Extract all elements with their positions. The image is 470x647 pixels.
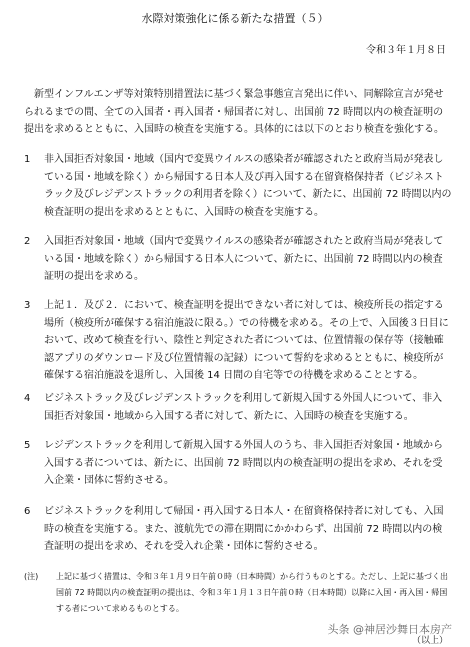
document-date: 令和３年１月８日 [366,45,446,56]
measure-item-1 [24,151,452,221]
measure-item-3 [24,297,452,385]
measure-item-4 [24,390,452,425]
item-number: 6 [24,506,31,517]
item-number: 5 [24,440,31,451]
item-text: ビジネストラック及びレジデンストラックを利用して新規入国する外国人について、非入国拒否対象国・地域から入国する者に対して、新たに、入国時の検査を実施する。 [44,393,443,422]
footnote-label: (注) [24,572,39,581]
intro-paragraph: 新型インフルエンザ等対策特別措置法に基づく緊急事態宣言発出に伴い、同解除宣言が発せられるまでの間、全ての入国者・再入国者・帰国者に対し、出国前 72 時間以内の検査証明の提出を求めるとともに、入国時の検査を実施する。具体的には以下のとおり検査を強化する。 [24,89,444,135]
measure-item-5 [24,437,452,490]
item-text: レジデンストラックを利用して新規入国する外国人のうち、非入国拒否対象国・地域から入国する者については、新たに、出国前 72 時間以内の検査証明の提出を求め、それを受入企業・団体に誓約させる。 [44,440,444,486]
footnote [24,569,452,617]
measure-item-2 [24,233,452,286]
item-number: 1 [24,154,31,165]
item-text: 上記１．及び２．において、検査証明を提出できない者に対しては、検疫所長の指定する場所（検疫所が確保する宿泊施設に限る。）での待機を求める。その上で、入国後３日目において、改めて検査を行い、陰性と判定された者については、位置情報の保存等（接触確認アプリのダウンロード及び位置情報の記録）について誓約を求めるとともに、検疫所が確保する宿泊施設を退所し、入国後 14 日間の自宅等での待機を求めることとする。 [44,300,449,381]
item-text: 入国拒否対象国・地域（国内で変異ウイルスの感染者が確認されたと政府当局が発表している国・地域を除く）から帰国する日本人について、新たに、出国前 72 時間以内の検査証明の提出を求める。 [44,236,444,282]
item-number: 4 [24,393,31,404]
item-text: ビジネストラックを利用して帰国・再入国する日本人・在留資格保持者に対しても、入国時の検査を実施する。また、渡航先での滞在期間にかかわらず、出国前 72 時間以内の検査証明の提出を求め、それを受入れ企業・団体に誓約させる。 [44,506,444,552]
watermark: 头条 @神居沙舞日本房产 [327,623,452,636]
measure-item-6 [24,503,452,556]
closing-mark: （以上） [411,636,448,646]
item-number: 3 [24,300,31,311]
item-text: 非入国拒否対象国・地域（国内で変異ウイルスの感染者が確認されたと政府当局が発表している国・地域を除く）から帰国する日本人及び再入国する在留資格保持者（ビジネストラック及びレジデンストラックの利用者を除く）について、新たに、出国前 72 時間以内の検査証明の提出を求めるとともに、入国時の検査を実施する。 [44,154,452,218]
footnote-text: 上記に基づく措置は、令和３年１月９日午前０時（日本時間）から行うものとする。ただし、上記に基づく出国前 72 時間以内の検査証明の提出は、令和３年１月１３日午前０時（日本時間）以降に入国・再入国・帰国する者について求めるものとする。 [56,572,448,613]
document-title: 水際対策強化に係る新たな措置（５） [141,12,329,25]
item-number: 2 [24,236,31,247]
